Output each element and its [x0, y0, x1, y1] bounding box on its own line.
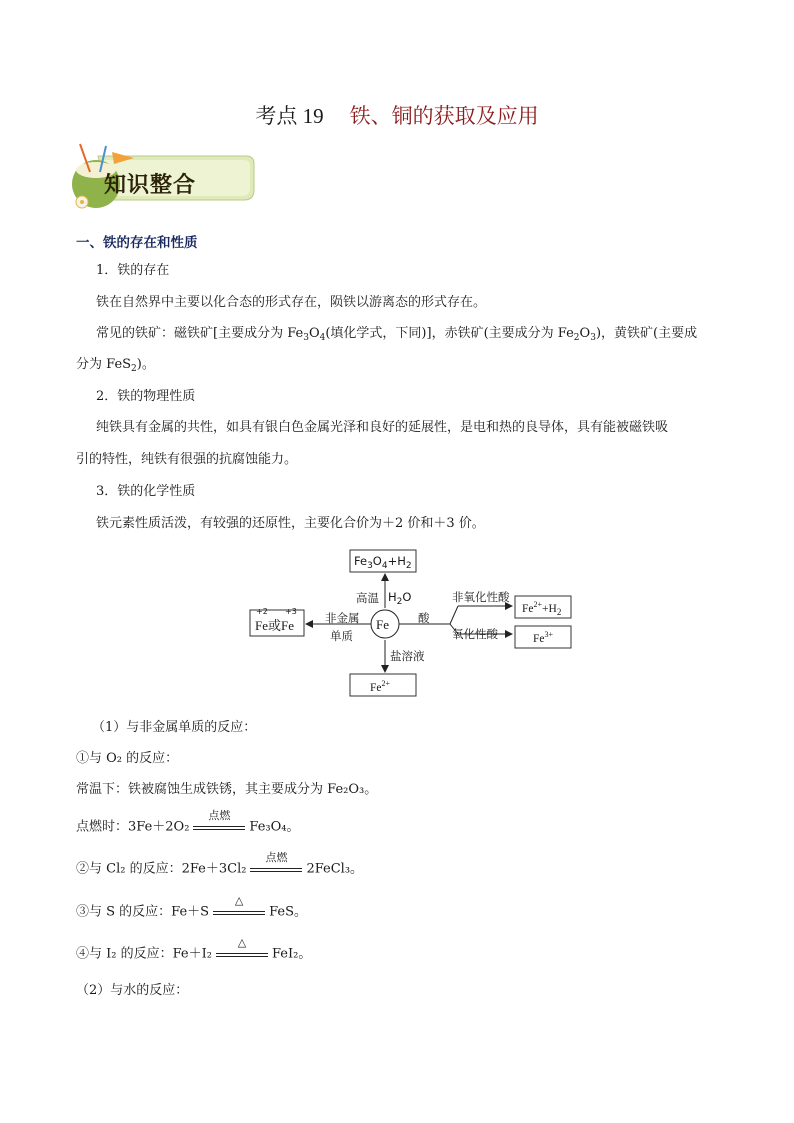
label-salt-solution: 盐溶液: [390, 649, 425, 663]
diagram-top-box-label: $Fe_3O_4+H_2$: [354, 554, 412, 571]
label-fe2-h2: $Fe^{2+}+H_2$: [522, 600, 562, 617]
label-plus2: +2: [256, 607, 268, 616]
equation-s: ③与 S 的反应：Fe＋S △ FeS。: [76, 894, 308, 920]
banner-label: 知识整合: [104, 173, 197, 198]
subheading-existence: 1．铁的存在: [96, 263, 170, 278]
paragraph: 铁在自然界中主要以化合态的形式存在，陨铁以游离态的形式存在。: [96, 295, 487, 310]
paragraph: 常见的铁矿：磁铁矿[主要成分为 $Fe_3O_4$(填化学式，下同)]，赤铁矿(主要成分为 $Fe_2O_3$)，黄铁矿(主要成: [96, 326, 698, 343]
label-h2o: $H_2O$: [388, 590, 412, 607]
subheading-chemical: 3．铁的化学性质: [96, 484, 196, 499]
subheading-o2: ①与 O₂ 的反应：: [76, 751, 179, 766]
label-nonoxidizing-acid: 非氧化性酸: [452, 590, 510, 604]
paragraph: 铁元素性质活泼，有较强的还原性，主要化合价为＋2 价和＋3 价。: [96, 516, 485, 531]
paragraph: 纯铁具有金属的共性，如具有银白色金属光泽和良好的延展性，是电和热的良导体，具有能被磁铁吸: [96, 420, 669, 435]
equation-i2: ④与 I₂ 的反应：Fe＋I₂ △ FeI₂。: [76, 936, 312, 962]
paragraph: 分为 FeS$_2$)。: [76, 357, 155, 374]
equation-o2-burn: 点燃时：3Fe＋2O₂ 点燃 Fe₃O₄。: [76, 809, 300, 835]
label-oxidizing-acid: 氧化性酸: [452, 627, 498, 641]
label-fe3: $Fe^{3+}$: [533, 630, 554, 645]
label-element: 单质: [330, 629, 353, 643]
title-prefix: 考点 19: [255, 104, 324, 128]
subheading-physical: 2．铁的物理性质: [96, 389, 196, 404]
equation-cl2: ②与 Cl₂ 的反应：2Fe＋3Cl₂ 点燃 2FeCl₃。: [76, 851, 364, 877]
title-topic: 铁、铜的获取及应用: [349, 104, 539, 128]
page-title: [0, 100, 794, 130]
label-fe-center: Fe: [376, 617, 389, 632]
paragraph: 引的特性，纯铁有很强的抗腐蚀能力。: [76, 452, 298, 467]
label-nonmetal: 非金属: [325, 611, 360, 625]
subheading-nonmetal-reaction: （1）与非金属单质的反应：: [92, 720, 257, 735]
label-plus3: +3: [285, 607, 297, 616]
section-heading: 一、铁的存在和性质: [76, 235, 198, 251]
label-acid: 酸: [418, 611, 430, 625]
subheading-water-reaction: （2）与水的反应：: [76, 983, 189, 998]
paragraph: 常温下：铁被腐蚀生成铁锈，其主要成分为 Fe₂O₃。: [76, 782, 378, 797]
label-fe2: $Fe^{2+}$: [370, 679, 391, 694]
label-fe-or-fe: Fe或Fe: [255, 618, 295, 633]
label-high-temp: 高温: [356, 591, 379, 605]
